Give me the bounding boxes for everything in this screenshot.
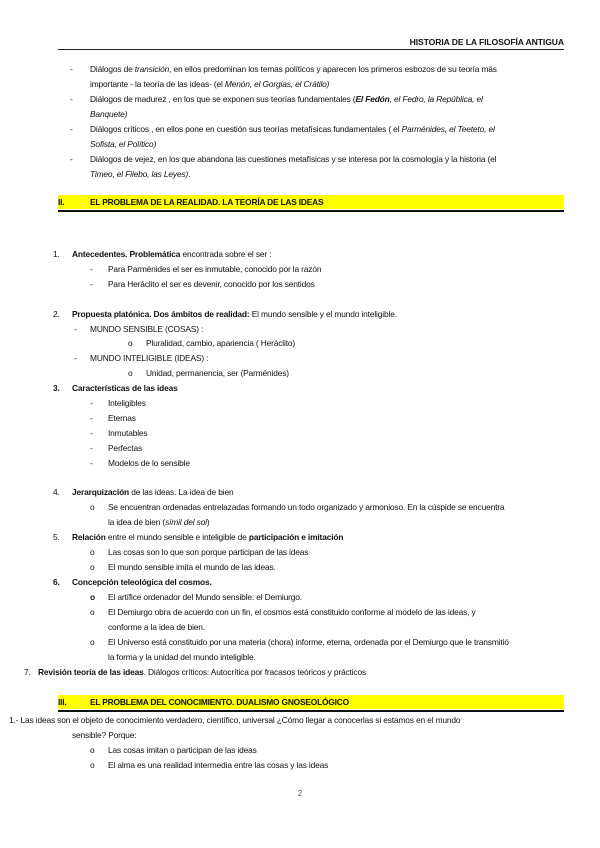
dash-marker: - xyxy=(74,324,77,334)
bullet-marker: o xyxy=(90,607,95,617)
dash-marker: - xyxy=(70,94,73,104)
item-propuesta: Propuesta platónica. Dos ámbitos de realidad: El mundo sensible y el mundo inteligible. xyxy=(72,309,397,319)
item-number: 4. xyxy=(53,487,60,497)
dash-marker: - xyxy=(90,458,93,468)
dash-marker: - xyxy=(70,154,73,164)
dash-marker: - xyxy=(90,264,93,274)
dash-marker: - xyxy=(90,279,93,289)
dialog-madurez-cont: Banquete) xyxy=(90,109,128,119)
item-antecedentes: Antecedentes. Problemática encontrada sobre el ser : xyxy=(72,249,272,259)
item-revision: Revisión teoría de las ideas. Diálogos críticos: Autocrítica por fracasos teóricos y prácticos xyxy=(38,667,367,677)
teleo-universo-cont: la forma y la unidad del mundo inteligible. xyxy=(108,652,256,662)
jerarquia-desc: Se encuentran ordenadas entrelazadas formando un todo organizado y armonioso. En la cúspide se encuentra xyxy=(108,502,505,512)
item-relacion: Relación entre el mundo sensible e inteligible de participación e imitación xyxy=(72,532,344,542)
item-caracteristicas: Características de las ideas xyxy=(72,383,178,393)
mundo-inteligible: MUNDO INTELIGIBLE (IDEAS) : xyxy=(90,353,209,363)
dash-marker: - xyxy=(90,443,93,453)
item-number: 3. xyxy=(53,383,60,393)
caract-eternas: Eternas xyxy=(108,413,136,423)
bullet-marker: o xyxy=(128,368,133,378)
dialog-vejez: Diálogos de vejez, en los que abandona las cuestiones metafísicas y se interesa por la cosmología y la historia (el xyxy=(90,154,497,164)
section-rule xyxy=(58,710,564,712)
bullet-marker: o xyxy=(90,637,95,647)
bullet-marker: o xyxy=(128,338,133,348)
mundo-sensible: MUNDO SENSIBLE (COSAS) : xyxy=(90,324,204,334)
caract-inmutables: Inmutables xyxy=(108,428,148,438)
sub-heraclito: Para Heráclito el ser es devenir, conocido por los sentidos xyxy=(108,279,315,289)
dialog-transicion: Diálogos de transición, en ellos predominan los temas políticos y aparecen los primeros esbozos de su teoría más xyxy=(90,64,497,74)
dash-marker: - xyxy=(70,64,73,74)
section-heading-conocimiento: III. EL PROBLEMA DEL CONOCIMIENTO. DUALISMO GNOSEOLÓGICO xyxy=(58,695,564,709)
teleo-demiurgo: El Demiurgo obra de acuerdo con un fin, el cosmos está constituido conforme al modelo de las ideas, y xyxy=(108,607,476,617)
running-header: HISTORIA DE LA FILOSOFÍA ANTIGUA xyxy=(409,37,564,47)
bullet-marker: o xyxy=(90,760,95,770)
dash-marker: - xyxy=(70,124,73,134)
dash-marker: - xyxy=(90,413,93,423)
respuesta-alma: El alma es una realidad intermedia entre las cosas y las ideas xyxy=(108,760,329,770)
teleo-universo: El Universo está constituido por una materia (chora) informe, eterna, ordenada por el Demiurgo que le transmitió xyxy=(108,637,509,647)
conocimiento-pregunta-cont: sensible? Porque: xyxy=(72,730,137,740)
jerarquia-desc-cont: la idea de bien (símil del sol) xyxy=(108,517,210,527)
section-heading-realidad: II. EL PROBLEMA DE LA REALIDAD. LA TEORÍA DE LAS IDEAS xyxy=(58,195,564,209)
item-teleologica: Concepción teleológica del cosmos. xyxy=(72,577,212,587)
section-rule xyxy=(58,210,564,212)
respuesta-imitan: Las cosas imitan o participan de las ideas xyxy=(108,745,257,755)
item-number: 6. xyxy=(53,577,60,587)
bullet-marker: o xyxy=(90,592,95,602)
dash-marker: - xyxy=(90,428,93,438)
caract-modelos: Modelos de lo sensible xyxy=(108,458,190,468)
relacion-participan: Las cosas son lo que son porque participan de las ideas xyxy=(108,547,309,557)
header-rule xyxy=(58,49,564,50)
item-number: 7. xyxy=(24,667,31,677)
mundo-sensible-desc: Pluralidad, cambio, apariencia ( Heráclito) xyxy=(146,338,296,348)
item-number: 1. xyxy=(53,249,60,259)
dialog-criticos: Diálogos críticos , en ellos pone en cuestión sus teorías metafísicas fundamentales ( el Parménides, el Teeteto, el xyxy=(90,124,495,134)
relacion-imita: El mundo sensible imita el mundo de las ideas. xyxy=(108,562,276,572)
conocimiento-pregunta: 1.- Las ideas son el objeto de conocimiento verdadero, científico, universal ¿Cómo llegar a conocerlas si estamos en el mundo xyxy=(9,715,461,725)
dialog-vejez-cont: Timeo, el Filebo, las Leyes). xyxy=(90,169,191,179)
dash-marker: - xyxy=(90,398,93,408)
caract-inteligibles: Inteligibles xyxy=(108,398,146,408)
dialog-criticos-cont: Sofista, el Político) xyxy=(90,139,157,149)
dialog-transicion-cont: importante - la teoría de las ideas- (el Menón, el Gorgias, el Crátilo) xyxy=(90,79,330,89)
item-number: 2. xyxy=(53,309,60,319)
bullet-marker: o xyxy=(90,562,95,572)
mundo-inteligible-desc: Unidad, permanencia, ser (Parménides) xyxy=(146,368,289,378)
caract-perfectas: Perfectas xyxy=(108,443,143,453)
bullet-marker: o xyxy=(90,745,95,755)
item-jerarquizacion: Jerarquización de las ideas. La idea de bien xyxy=(72,487,234,497)
bullet-marker: o xyxy=(90,502,95,512)
bullet-marker: o xyxy=(90,547,95,557)
dash-marker: - xyxy=(74,353,77,363)
teleo-demiurgo-cont: conforme a la idea de bien. xyxy=(108,622,205,632)
sub-parmenides: Para Parménides el ser es inmutable, conocido por la razón xyxy=(108,264,322,274)
item-number: 5. xyxy=(53,532,60,542)
dialog-madurez: Diálogos de madurez , en los que se exponen sus teorías fundamentales (El Fedón, el Fedro, la República, el xyxy=(90,94,483,104)
teleo-artifice: El artífice ordenador del Mundo sensible: el Demiurgo. xyxy=(108,592,302,602)
page-number: 2 xyxy=(297,789,303,798)
